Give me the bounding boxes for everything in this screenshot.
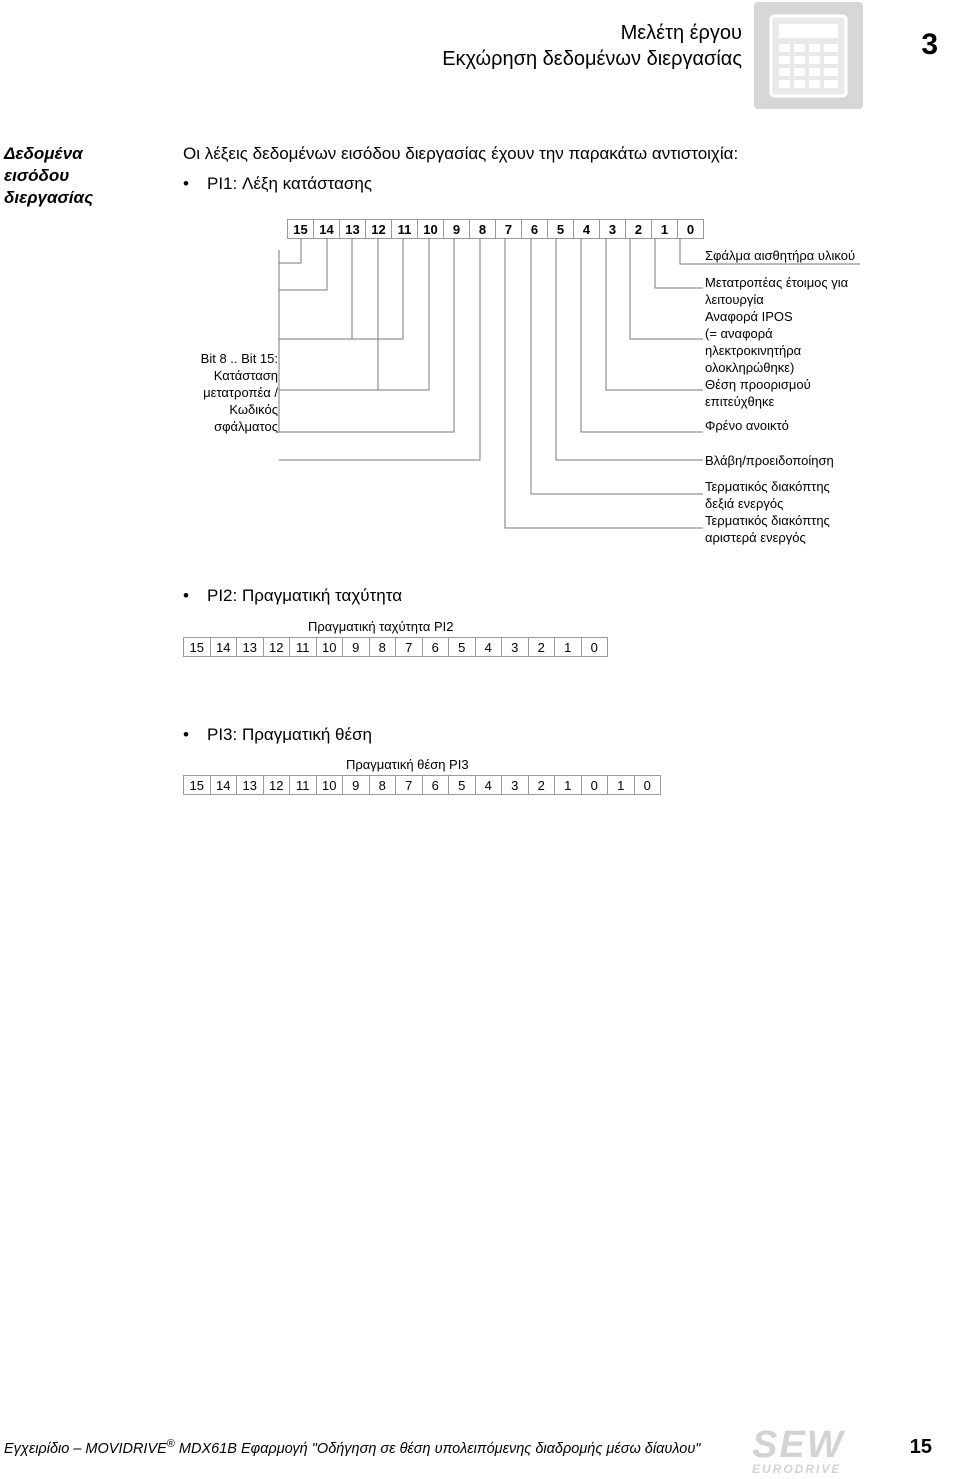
- pi3-bullet-text: PI3: Πραγματική θέση: [207, 725, 373, 744]
- bit-cell: 9: [343, 638, 370, 657]
- bit-cell: 13: [237, 638, 264, 657]
- label-inverter-ready: [705, 274, 848, 410]
- bit-cell: 0: [581, 638, 608, 657]
- pi1-bullet-text: PI1: Λέξη κατάστασης: [207, 174, 373, 193]
- bit-cell: 10: [418, 220, 444, 239]
- bit-cell: 1: [652, 220, 678, 239]
- logo-sub: EURODRIVE: [752, 1462, 842, 1476]
- bit-cell: 1: [555, 638, 582, 657]
- registered-mark: ®: [166, 1438, 175, 1450]
- pi2-bit-table: [183, 637, 608, 657]
- bit-cell: 15: [184, 776, 211, 795]
- label-line: δεξιά ενεργός: [705, 496, 784, 511]
- bit-cell: 8: [470, 220, 496, 239]
- left-note-line: Κωδικός: [229, 402, 278, 417]
- bit-cell: 4: [475, 776, 502, 795]
- pi2-bullet: • PI2: Πραγματική ταχύτητα: [183, 586, 403, 605]
- bit-cell: 13: [340, 220, 366, 239]
- intro-text: Οι λέξεις δεδομένων εισόδου διεργασίας έχουν την παρακάτω αντιστοιχία:: [183, 144, 739, 163]
- label-line: ολοκληρώθηκε): [705, 360, 795, 375]
- bit-cell: 9: [343, 776, 370, 795]
- page-title: Μελέτη έργου: [620, 22, 742, 44]
- bit-cell: 7: [496, 220, 522, 239]
- pi3-caption: Πραγματική θέση PI3: [346, 757, 469, 772]
- bit-cell: 11: [290, 638, 317, 657]
- label-sensor-fault: Σφάλμα αισθητήρα υλικού: [705, 248, 856, 263]
- label-line: Θέση προορισμού: [705, 377, 811, 392]
- label-limit-switches: [705, 478, 830, 546]
- label-line: Τερματικός διακόπτης: [705, 479, 830, 494]
- chapter-number: 3: [921, 28, 938, 61]
- bit-cell: 5: [449, 776, 476, 795]
- bit-cell: 6: [422, 638, 449, 657]
- label-line: (= αναφορά: [705, 326, 773, 341]
- bit-cell: 14: [210, 776, 237, 795]
- bit-cell: 14: [314, 220, 340, 239]
- footer-text-before: Εγχειρίδιο – MOVIDRIVE: [4, 1440, 167, 1457]
- logo-main: SEW: [752, 1424, 845, 1466]
- bit-cell: 3: [502, 776, 529, 795]
- left-note-line: Κατάσταση: [213, 368, 278, 383]
- bit-cell: 12: [263, 776, 290, 795]
- label-brake-open: Φρένο ανοικτό: [705, 418, 789, 433]
- pi3-bullet: • PI3: Πραγματική θέση: [183, 725, 373, 744]
- left-note-line: Bit 8 .. Bit 15:: [200, 351, 278, 366]
- bit-cell: 14: [210, 638, 237, 657]
- left-note-line: μετατροπέα /: [203, 385, 278, 400]
- bit-cell: 13: [237, 776, 264, 795]
- bit-cell: 0: [581, 776, 608, 795]
- label-line: επιτεύχθηκε: [705, 394, 775, 409]
- footer-text-after: MDX61B Εφαρμογή "Οδήγηση σε θέση υπολειπόμενης διαδρομής μέσω δίαυλου": [174, 1440, 701, 1457]
- pi2-caption: Πραγματική ταχύτητα PI2: [308, 619, 454, 634]
- bit-cell: 5: [449, 638, 476, 657]
- bit-cell: 5: [548, 220, 574, 239]
- bit-cell: 7: [396, 776, 423, 795]
- label-line: Τερματικός διακόπτης: [705, 513, 830, 528]
- bit-cell: 2: [528, 776, 555, 795]
- page-subtitle: Εκχώρηση δεδομένων διεργασίας: [442, 48, 742, 70]
- pi2-bullet-text: PI2: Πραγματική ταχύτητα: [207, 586, 403, 605]
- bit-cell: 1: [555, 776, 582, 795]
- pi1-left-note: [201, 350, 278, 435]
- bit-cell: 0: [678, 220, 704, 239]
- sew-eurodrive-logo: [752, 1424, 845, 1476]
- bit-cell: 10: [316, 776, 343, 795]
- bit-cell: 11: [392, 220, 418, 239]
- bit-cell: 11: [290, 776, 317, 795]
- left-note-line: σφάλματος: [214, 419, 278, 434]
- label-line: ηλεκτροκινητήρα: [705, 343, 802, 358]
- bit-cell: 0: [634, 776, 661, 795]
- page-number: 15: [909, 1436, 932, 1458]
- bit-cell: 12: [366, 220, 392, 239]
- pi3-bit-table: [183, 775, 661, 795]
- pi1-bullet: • PI1: Λέξη κατάστασης: [183, 174, 373, 193]
- label-line: αριστερά ενεργός: [705, 530, 806, 545]
- bit-cell: 2: [626, 220, 652, 239]
- section-side-title: Δεδομένα εισόδου διεργασίας: [4, 144, 94, 207]
- bit-cell: 15: [288, 220, 314, 239]
- label-line: Αναφορά IPOS: [705, 309, 793, 324]
- bit-cell: 1: [608, 776, 635, 795]
- bit-cell: 6: [522, 220, 548, 239]
- label-fault-warning: Βλάβη/προειδοποίηση: [705, 453, 834, 468]
- bit-cell: 3: [600, 220, 626, 239]
- bit-cell: 4: [574, 220, 600, 239]
- bit-cell: 8: [369, 776, 396, 795]
- bit-cell: 2: [528, 638, 555, 657]
- bit-cell: 12: [263, 638, 290, 657]
- bit-cell: 6: [422, 776, 449, 795]
- bit-cell: 3: [502, 638, 529, 657]
- bit-cell: 8: [369, 638, 396, 657]
- bit-cell: 7: [396, 638, 423, 657]
- footer-text: [4, 1438, 700, 1457]
- bit-cell: 10: [316, 638, 343, 657]
- label-line: Μετατροπέας έτοιμος για: [705, 275, 849, 290]
- bit-cell: 4: [475, 638, 502, 657]
- bit-cell: 15: [184, 638, 211, 657]
- label-line: λειτουργία: [705, 292, 764, 307]
- bit-cell: 9: [444, 220, 470, 239]
